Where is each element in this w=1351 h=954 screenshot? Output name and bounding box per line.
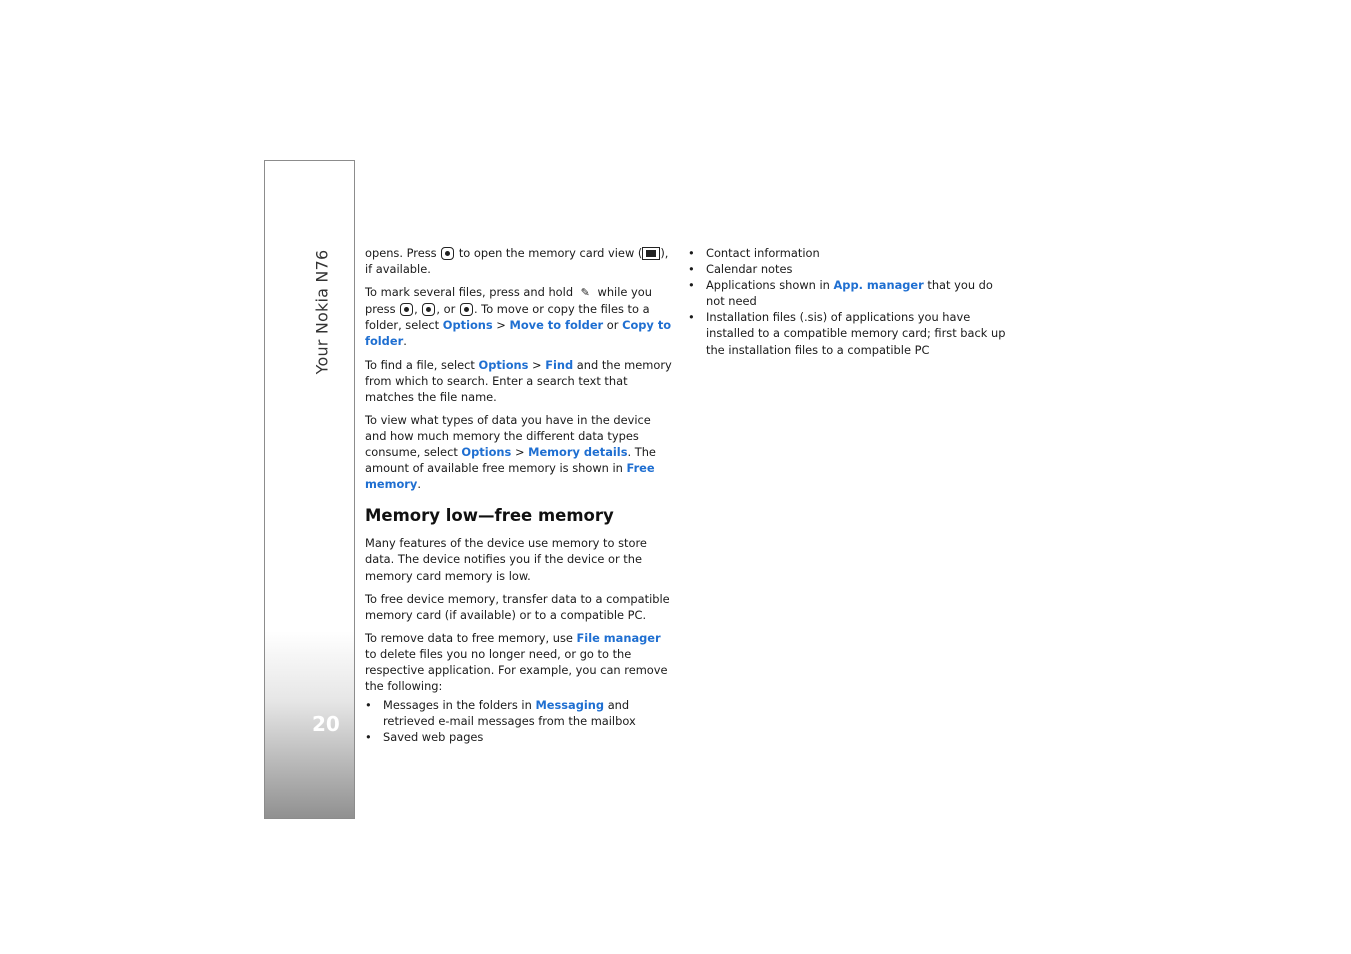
options-command: Options (478, 357, 529, 372)
list-item: • Installation files (.sis) of applications you have installed to a compatible memory card; first back up the installation files to a compatible PC (688, 310, 1006, 357)
memory-details-command: Memory details (528, 445, 628, 460)
app-manager-app: App. manager (833, 278, 924, 293)
bullet: • (365, 730, 372, 745)
list-item: • Saved web pages (365, 730, 484, 745)
bullet: • (365, 698, 372, 713)
options-command: Options (461, 445, 512, 460)
list-item: • Contact information (688, 246, 820, 260)
paragraph-mark-files: To mark several files, press and hold ✎ while you press , , or . To move or copy the files to a folder, select Options > Move to folder or Copy to folder. (365, 285, 672, 349)
bullet: • (688, 262, 695, 277)
bullet: • (688, 246, 695, 260)
page-number: 20 (312, 712, 340, 736)
removable-items-list (365, 697, 675, 745)
paragraph-find-file: To find a file, select Options > Find and the memory from which to search. Enter a search text that matches the file name. (365, 357, 672, 404)
options-command: Options (442, 318, 493, 333)
file-manager-app: File manager (576, 630, 661, 645)
paragraph-memory-details: To view what types of data you have in the device and how much memory the different data types consume, select Options > Memory details. The amount of available free memory is shown in Free memory. (365, 412, 656, 492)
section-heading: Memory low—free memory (365, 506, 614, 526)
edit-key-icon: ✎ (580, 286, 590, 300)
removable-items-list-continued (688, 245, 1008, 358)
joystick-key-icon (441, 247, 454, 260)
bullet: • (688, 278, 695, 293)
list-item: • Messages in the folders in Messaging and retrieved e-mail messages from the mailbox (365, 698, 636, 729)
paragraph-memory-usage: Many features of the device use memory to store data. The device notifies you if the device or the memory card memory is low. (365, 536, 647, 583)
messaging-app: Messaging (535, 698, 605, 713)
free-memory-command: Free memory (365, 461, 655, 492)
list-item: • Applications shown in App. manager that you do not need (688, 278, 993, 309)
navigation-key-icon (400, 303, 413, 316)
paragraph-remove-data: To remove data to free memory, use File manager to delete files you no longer need, or go to the respective application. For example, you can remove the following: (365, 630, 668, 694)
memory-card-icon (642, 247, 660, 260)
right-column (688, 245, 1008, 358)
navigation-up-key-icon (460, 303, 473, 316)
paragraph-memory-card: opens. Press to open the memory card view ( ), if available. (365, 246, 669, 277)
navigation-down-key-icon (422, 303, 435, 316)
list-item: • Calendar notes (688, 262, 793, 277)
move-to-folder-command: Move to folder (509, 318, 604, 333)
find-command: Find (545, 357, 574, 372)
copy-to-folder-command: Copy to folder (365, 318, 672, 349)
chapter-title: Your Nokia N76 (312, 249, 332, 375)
bullet: • (688, 310, 695, 325)
sidebar-tab (264, 160, 355, 819)
paragraph-transfer-data: To free device memory, transfer data to a compatible memory card (if available) or to a compatible PC. (365, 591, 670, 622)
left-column (365, 245, 675, 745)
